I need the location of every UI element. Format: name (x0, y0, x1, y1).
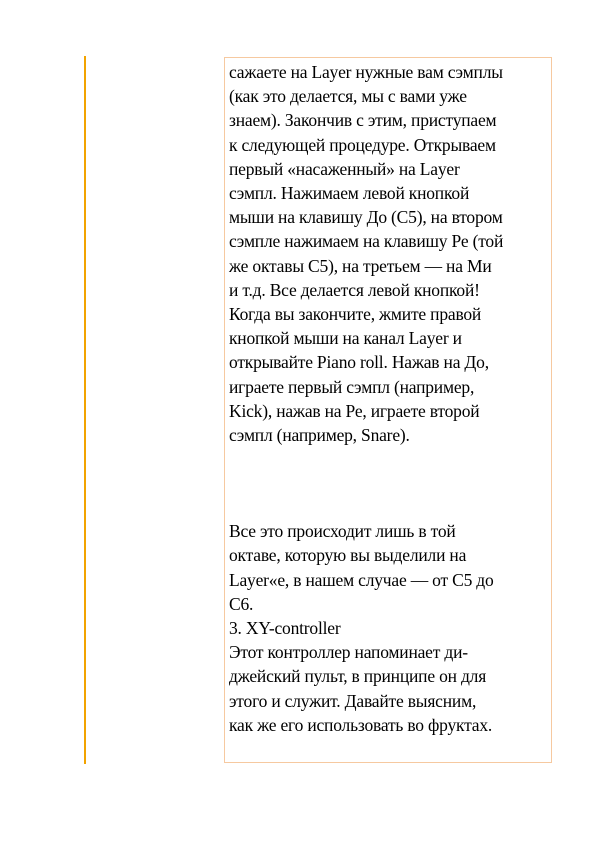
text-line: кнопкой мыши на канал Layer и (229, 328, 462, 349)
text-line: Этот контроллер напоминает ди- (229, 642, 468, 663)
text-line: Kick), нажав на Ре, играете второй (229, 400, 480, 421)
text-line: Когда вы закончите, жмите правой (229, 304, 482, 325)
text-line: сэмпле нажимаем на клавишу Ре (той (229, 231, 504, 252)
text-line: и т.д. Все делается левой кнопкой! (229, 279, 480, 300)
text-line: октаве, которую вы выделили на (229, 545, 467, 566)
text-line: знаем). Закончив с этим, приступаем (229, 110, 497, 131)
text-line: Все это происходит лишь в той (229, 521, 456, 542)
text-line: первый «насаженный» на Layer (229, 158, 460, 179)
paragraph-layer-samples (229, 60, 549, 447)
text-line: к следующей процедуре. Открываем (229, 134, 496, 155)
text-line: же октавы C5), на третьем — на Ми (229, 255, 492, 276)
text-line: Layer«е, в нашем случае — от C5 до (229, 569, 494, 590)
text-line: открывайте Piano roll. Нажав на До, (229, 352, 489, 373)
section-heading: 3. XY-controller (229, 618, 341, 639)
page-content (229, 60, 549, 737)
text-line: сэмпл (например, Snare). (229, 425, 410, 446)
text-line: сажаете на Layer нужные вам сэмплы (229, 62, 503, 82)
text-line: (как это делается, мы с вами уже (229, 86, 467, 107)
text-line: этого и служит. Давайте выясним, (229, 690, 477, 711)
text-line: мыши на клавишу До (C5), на втором (229, 207, 503, 228)
paragraph-octave (229, 519, 549, 616)
text-line: джейский пульт, в принципе он для (229, 666, 487, 687)
paragraph-spacer (229, 447, 549, 519)
text-line: играете первый сэмпл (например, (229, 376, 475, 397)
text-line: C6. (229, 593, 254, 614)
left-margin-rule (84, 56, 86, 764)
text-line: сэмпл. Нажимаем левой кнопкой (229, 183, 470, 204)
paragraph-xy-controller (229, 640, 549, 737)
text-line: как же его использовать во фруктах. (229, 714, 493, 735)
